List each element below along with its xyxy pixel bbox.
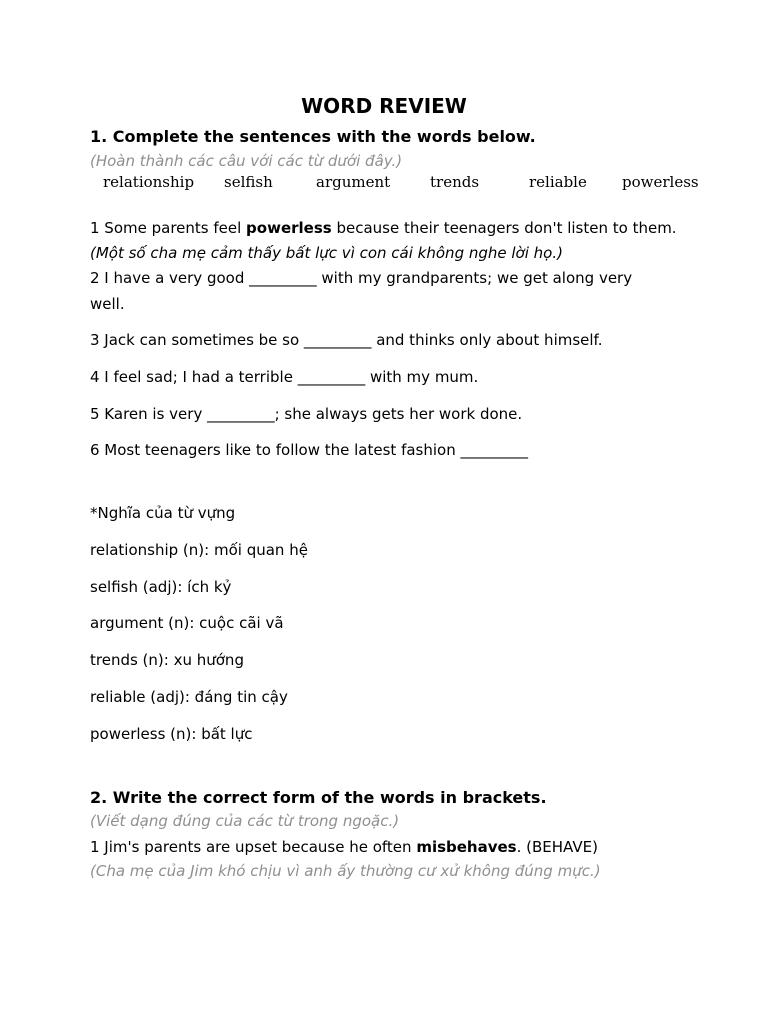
answer-misbehaves: misbehaves	[416, 838, 517, 856]
sentence-1-end: because their teenagers don't listen to them.	[331, 219, 677, 237]
section2-sentence-1-end: . (BEHAVE)	[516, 838, 598, 856]
vocab-item: trends (n): xu hướng	[90, 651, 244, 669]
section2-sentence-1-start: 1 Jim's parents are upset because he often	[90, 838, 417, 856]
word-bank-item: argument	[316, 173, 391, 191]
word-bank-item: selfish	[224, 173, 273, 191]
vocab-item: relationship (n): mối quan hệ	[90, 541, 308, 559]
word-bank-item: powerless	[622, 173, 699, 191]
sentence-2-line-2: well.	[90, 295, 125, 313]
sentence-1-start: 1 Some parents feel	[90, 219, 247, 237]
word-bank-item: relationship	[103, 173, 195, 191]
section2-heading: 2. Write the correct form of the words in brackets.	[90, 788, 547, 807]
section1-heading-translation: (Hoàn thành các câu với các từ dưới đây.)	[90, 152, 403, 170]
sentence-1	[90, 219, 677, 237]
word-bank-item: trends	[430, 173, 480, 191]
section1-heading: 1. Complete the sentences with the words below.	[90, 127, 536, 146]
sentence-6: 6 Most teenagers like to follow the latest fashion _________	[90, 441, 528, 459]
sentence-5: 5 Karen is very _________; she always gets her work done.	[90, 405, 523, 423]
vocab-item: argument (n): cuộc cãi vã	[90, 614, 284, 632]
vocab-item: powerless (n): bất lực	[90, 725, 253, 743]
vocab-heading: *Nghĩa của từ vựng	[90, 504, 236, 522]
section2-sentence-1-translation: (Cha mẹ của Jim khó chịu vì anh ấy thường cư xử không đúng mực.)	[90, 862, 601, 880]
sentence-2-line-1: 2 I have a very good _________ with my grandparents; we get along very	[90, 269, 633, 287]
sentence-3: 3 Jack can sometimes be so _________ and thinks only about himself.	[90, 331, 603, 349]
vocab-item: reliable (adj): đáng tin cậy	[90, 688, 288, 706]
sentence-4: 4 I feel sad; I had a terrible _________ with my mum.	[90, 368, 479, 386]
page-title: WORD REVIEW	[301, 94, 467, 118]
sentence-1-translation: (Một số cha mẹ cảm thấy bất lực vì con cái không nghe lời họ.)	[90, 244, 563, 262]
answer-powerless: powerless	[246, 219, 332, 237]
vocab-item: selfish (adj): ích kỷ	[90, 578, 232, 596]
section2-sentence-1	[90, 838, 598, 856]
section2-heading-translation: (Viết dạng đúng của các từ trong ngoặc.)	[90, 812, 400, 830]
word-bank-item: reliable	[529, 173, 587, 191]
